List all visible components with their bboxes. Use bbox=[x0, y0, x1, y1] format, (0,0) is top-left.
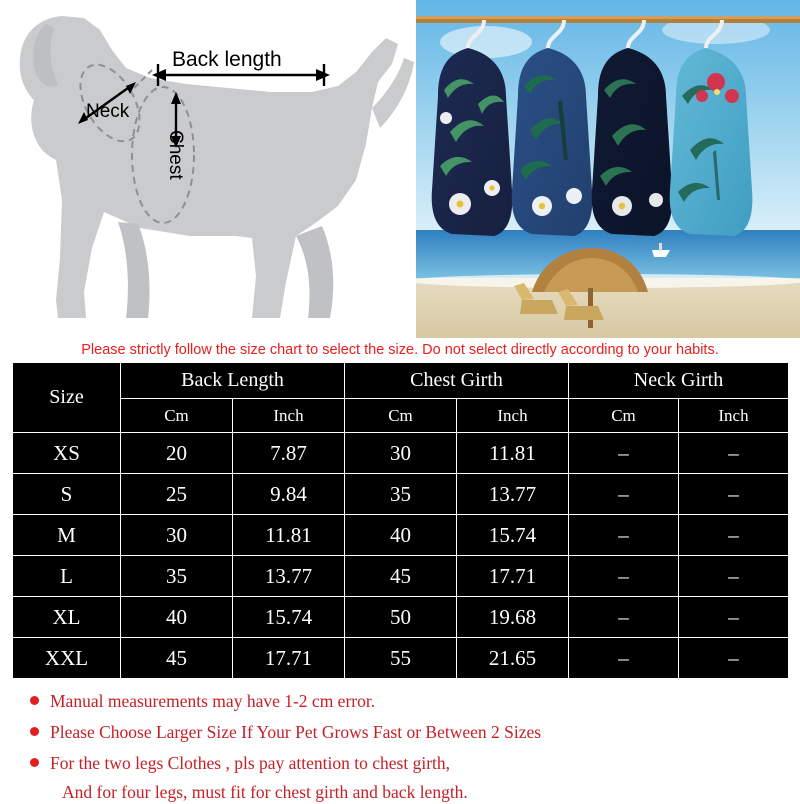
cell-size: XS bbox=[13, 433, 121, 474]
cell-chest-inch: 19.68 bbox=[457, 597, 569, 638]
table-row bbox=[13, 474, 789, 515]
cell-neck-inch: – bbox=[679, 597, 789, 638]
cell-back-cm: 35 bbox=[121, 556, 233, 597]
note-text: Manual measurements may have 1-2 cm error. bbox=[50, 691, 376, 711]
cell-chest-inch: 11.81 bbox=[457, 433, 569, 474]
shirt-cyan-floral bbox=[670, 48, 753, 236]
cell-neck-inch: – bbox=[679, 474, 789, 515]
cell-back-cm: 30 bbox=[121, 515, 233, 556]
table-row bbox=[13, 433, 789, 474]
cell-size: XXL bbox=[13, 638, 121, 679]
label-chest: Chest bbox=[165, 130, 186, 180]
cell-chest-cm: 45 bbox=[345, 556, 457, 597]
top-section bbox=[0, 0, 800, 338]
cell-back-inch: 9.84 bbox=[233, 474, 345, 515]
cell-size: L bbox=[13, 556, 121, 597]
label-back-length: Back length bbox=[172, 48, 282, 71]
cell-back-inch: 15.74 bbox=[233, 597, 345, 638]
product-photo bbox=[416, 0, 800, 338]
table-header-row-units bbox=[13, 399, 789, 433]
shirt-blue-floral bbox=[512, 48, 593, 236]
size-warning-text: Please strictly follow the size chart to select the size. Do not select directly according to your habits. bbox=[0, 338, 800, 362]
table-row bbox=[13, 597, 789, 638]
bullet-icon bbox=[30, 758, 39, 767]
cell-chest-cm: 35 bbox=[345, 474, 457, 515]
header-back-length: Back Length bbox=[121, 363, 345, 399]
shirt-navy-floral bbox=[432, 48, 513, 236]
size-table-wrapper bbox=[0, 362, 800, 679]
cell-chest-cm: 55 bbox=[345, 638, 457, 679]
size-table bbox=[12, 362, 789, 679]
header-unit-cm: Cm bbox=[569, 399, 679, 433]
shirt-dark-floral bbox=[592, 48, 673, 236]
cell-neck-cm: – bbox=[569, 433, 679, 474]
dog-measurement-diagram bbox=[0, 0, 416, 338]
cell-size: S bbox=[13, 474, 121, 515]
note-text: For the two legs Clothes , pls pay attention to chest girth, bbox=[50, 752, 451, 773]
cell-back-cm: 40 bbox=[121, 597, 233, 638]
bullet-icon bbox=[30, 727, 39, 736]
bullet-icon bbox=[30, 696, 39, 705]
note-text: Please Choose Larger Size If Your Pet Grows Fast or Between 2 Sizes bbox=[50, 721, 542, 742]
cell-neck-cm: – bbox=[569, 474, 679, 515]
label-neck: Neck bbox=[86, 101, 130, 122]
cell-neck-cm: – bbox=[569, 638, 679, 679]
header-chest-girth: Chest Girth bbox=[345, 363, 569, 399]
cell-neck-inch: – bbox=[679, 556, 789, 597]
note-text-continuation: And for four legs, must fit for chest girth and back length. bbox=[62, 781, 468, 802]
header-unit-cm: Cm bbox=[121, 399, 233, 433]
size-table-head bbox=[13, 363, 789, 433]
cell-neck-cm: – bbox=[569, 515, 679, 556]
cell-neck-cm: – bbox=[569, 597, 679, 638]
cell-chest-cm: 40 bbox=[345, 515, 457, 556]
size-table-body bbox=[13, 433, 789, 679]
cell-back-cm: 45 bbox=[121, 638, 233, 679]
cloud bbox=[440, 26, 532, 58]
cell-back-inch: 13.77 bbox=[233, 556, 345, 597]
cell-back-cm: 25 bbox=[121, 474, 233, 515]
cell-chest-cm: 50 bbox=[345, 597, 457, 638]
dog-front-leg bbox=[118, 222, 150, 318]
table-header-row-groups bbox=[13, 363, 789, 399]
cell-neck-cm: – bbox=[569, 556, 679, 597]
cell-size: M bbox=[13, 515, 121, 556]
header-size: Size bbox=[13, 363, 121, 433]
dog-hind-leg bbox=[296, 226, 333, 318]
table-row bbox=[13, 638, 789, 679]
cell-neck-inch: – bbox=[679, 515, 789, 556]
table-row bbox=[13, 556, 789, 597]
cell-chest-inch: 21.65 bbox=[457, 638, 569, 679]
cell-size: XL bbox=[13, 597, 121, 638]
product-photo-svg bbox=[416, 0, 800, 338]
cell-back-inch: 11.81 bbox=[233, 515, 345, 556]
note-item bbox=[22, 691, 800, 713]
cell-back-inch: 7.87 bbox=[233, 433, 345, 474]
cell-neck-inch: – bbox=[679, 433, 789, 474]
cell-neck-inch: – bbox=[679, 638, 789, 679]
header-unit-inch: Inch bbox=[233, 399, 345, 433]
hanging-rod-highlight bbox=[416, 16, 800, 19]
header-unit-cm: Cm bbox=[345, 399, 457, 433]
cell-back-cm: 20 bbox=[121, 433, 233, 474]
note-item bbox=[22, 722, 800, 744]
cell-chest-cm: 30 bbox=[345, 433, 457, 474]
cell-chest-inch: 17.71 bbox=[457, 556, 569, 597]
header-unit-inch: Inch bbox=[457, 399, 569, 433]
note-item bbox=[22, 753, 800, 804]
header-neck-girth: Neck Girth bbox=[569, 363, 789, 399]
cell-chest-inch: 13.77 bbox=[457, 474, 569, 515]
header-unit-inch: Inch bbox=[679, 399, 789, 433]
cell-chest-inch: 15.74 bbox=[457, 515, 569, 556]
cell-back-inch: 17.71 bbox=[233, 638, 345, 679]
table-row bbox=[13, 515, 789, 556]
notes-section bbox=[0, 679, 800, 804]
